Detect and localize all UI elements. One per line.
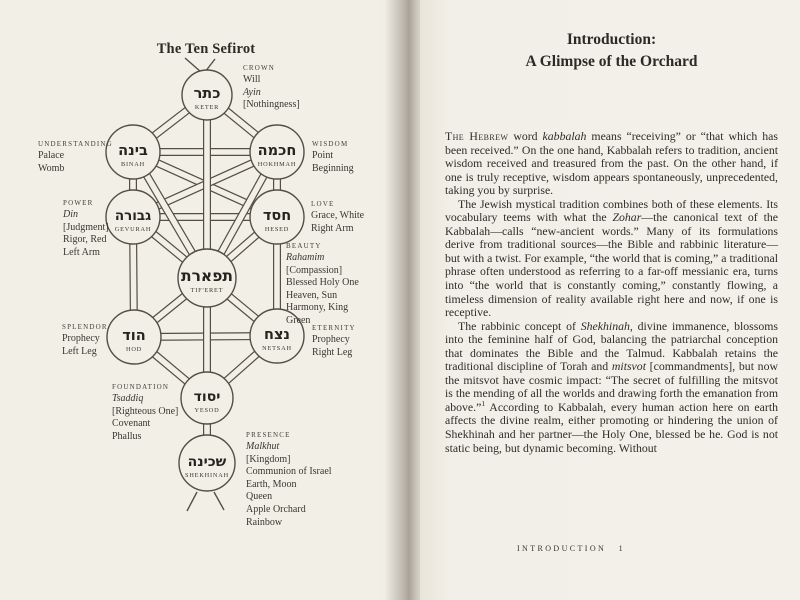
sefirah-hebrew-shekhinah: שכינה	[187, 454, 227, 470]
annotation-crown	[243, 64, 300, 112]
annotation-line: Heaven, Sun	[286, 289, 338, 301]
annotation-line: Green	[286, 314, 311, 326]
annotation-line: Blessed Holy One	[286, 277, 359, 289]
annotation-line: Grace, White	[311, 210, 365, 221]
annotation-line: Malkhut	[246, 441, 280, 452]
annotation-line: [Nothingness]	[243, 99, 300, 111]
sefirah-label-gevurah: GEVURAH	[114, 226, 152, 233]
body-paragraph	[445, 198, 778, 320]
annotation-beauty	[286, 242, 359, 328]
text-segment: Zohar	[612, 210, 642, 225]
text-segment: According to Kabbalah, every human action here on earth affects the divine realm, either promoting or hindering the union of Shekhinah and her partner—the Holy One, blessed be he. God is not static being, but dynamic becoming. Without	[445, 399, 778, 455]
annotation-heading: LOVE	[311, 200, 335, 208]
annotation-line: Queen	[246, 491, 273, 503]
annotation-heading: WISDOM	[312, 140, 349, 148]
sefirah-label-hod: HOD	[125, 346, 143, 353]
text-segment: mitsvot	[611, 359, 646, 374]
sefirah-label-hokhmah: HOKHMAH	[257, 161, 297, 168]
text-segment: , divine immanence, blossoms into the feminine half of God, balancing the patriarchal conception that dominates the Bible and the Talmud. Kabbalah retains the traditional discipline of Torah and	[445, 318, 779, 374]
annotation-line: Tsaddiq	[112, 393, 144, 404]
annotation-line: Communion of Israel	[246, 466, 332, 478]
annotation-heading: SPLENDOR	[62, 323, 108, 331]
sefirah-hebrew-keter: כתר	[193, 86, 221, 102]
annotation-line: [Kingdom]	[246, 453, 291, 465]
annotation-power	[63, 199, 109, 259]
bottom-fork-line	[214, 492, 224, 510]
running-footer	[431, 544, 711, 553]
annotation-line: Right Leg	[312, 346, 353, 358]
annotation-presence	[246, 431, 332, 529]
annotation-wisdom	[312, 140, 354, 175]
body-paragraph	[445, 130, 778, 198]
text-segment: 1	[481, 399, 486, 409]
chapter-title	[445, 29, 778, 73]
annotation-love	[311, 200, 364, 235]
annotation-line: Left Leg	[62, 345, 97, 357]
sefirah-label-shekhinah: SHEKHINAH	[185, 472, 229, 479]
annotation-line: [Compassion]	[286, 264, 343, 276]
annotation-heading: CROWN	[243, 64, 276, 72]
annotation-line: Rainbow	[246, 516, 283, 528]
sefirah-label-keter: KETER	[194, 104, 220, 111]
right-page	[420, 0, 800, 600]
footer-chapter-label: INTRODUCTION	[516, 544, 607, 553]
annotation-line: Womb	[38, 162, 65, 174]
sefirah-hebrew-hod: הוד	[122, 328, 146, 344]
annotation-heading: BEAUTY	[286, 242, 322, 250]
annotation-heading: FOUNDATION	[112, 383, 170, 391]
annotation-heading: POWER	[63, 199, 94, 207]
footer-page-number: 1	[618, 544, 626, 553]
annotation-line: [Judgment]	[63, 221, 109, 233]
sefirah-label-binah: BINAH	[121, 161, 145, 168]
sefirah-hebrew-binah: בינה	[118, 143, 148, 159]
chapter-title-line1: Introduction:	[566, 31, 657, 48]
text-segment: Shekhinah	[580, 318, 630, 333]
sefirah-hebrew-hokhmah: חכמה	[257, 143, 297, 159]
sefirah-label-yesod: YESOD	[194, 407, 220, 414]
annotation-eternity	[312, 324, 356, 359]
annotation-line: Harmony, King	[286, 302, 349, 314]
chapter-title-line2: A Glimpse of the Orchard	[525, 53, 698, 70]
annotation-line: Rigor, Red	[63, 234, 107, 246]
text-segment: kabbalah	[542, 129, 587, 143]
bottom-fork-line	[187, 492, 197, 511]
annotation-line: Palace	[38, 150, 65, 161]
annotation-understanding	[38, 140, 113, 175]
annotation-line: Will	[243, 74, 261, 85]
sefirah-hebrew-gevurah: גבורה	[114, 208, 152, 224]
body-paragraph	[445, 320, 778, 455]
annotation-heading: PRESENCE	[246, 431, 291, 439]
text-segment: The Hebrew	[445, 129, 509, 143]
annotation-line: Phallus	[112, 430, 142, 442]
chapter-body-text	[445, 130, 778, 455]
annotation-line: Rahamim	[286, 252, 325, 263]
annotation-line: Covenant	[112, 418, 151, 430]
text-segment: The rabbinic concept of	[458, 318, 581, 333]
sefirah-label-tiferet: TIF'ERET	[190, 287, 224, 294]
sefirah-hebrew-netsah: נצח	[264, 327, 290, 343]
annotation-heading: ETERNITY	[312, 324, 356, 332]
annotation-line: [Righteous One]	[112, 405, 179, 417]
top-fork-line	[185, 58, 201, 72]
sefirah-label-netsah: NETSAH	[262, 345, 292, 352]
text-segment: means “receiving” or “that which has been received.” On the one hand, Kabbalah refers to tradition, ancient wisdom received and treasured from the past. On the other hand, if one is truly receptive, wisdom appears spontaneously, unprecedented, taking you by surprise.	[445, 129, 778, 198]
annotation-line: Earth, Moon	[246, 478, 297, 490]
annotation-splendor	[62, 323, 108, 358]
annotation-line: Prophecy	[312, 334, 350, 345]
text-segment: word	[508, 129, 543, 143]
text-segment: —the canonical text of the Kabbalah—calls “new-ancient words.” Many of its formulations derive from traditional sources—the Bible and rabbinic literature—but with a twist. For example, “the world that is coming,” a traditional phrase often understood as referring to a far-off messianic era, turns into “the world that is constantly coming,” constantly flowing, a timeless dimension of reality available right here and now, if one is receptive.	[445, 210, 778, 320]
annotation-line: Din	[63, 209, 78, 220]
annotation-heading: UNDERSTANDING	[38, 140, 113, 148]
annotation-line: Right Arm	[311, 222, 354, 234]
sefirah-label-hesed: HESED	[264, 226, 290, 233]
annotation-line: Beginning	[312, 162, 354, 174]
annotation-line: Left Arm	[63, 246, 100, 258]
annotation-line: Point	[312, 150, 334, 161]
sefirah-hebrew-hesed: חסד	[262, 208, 292, 224]
annotation-foundation	[112, 383, 178, 443]
text-segment: The Jewish mystical tradition combines both of these elements. Its vocabulary teems with what the	[445, 196, 778, 225]
text-segment: [commandments], but now the mitsvot have cosmic impact: “The secret of fulfilling the mitsvot is the mending of all the worlds and drawing forth the emanation from above.”	[445, 359, 778, 414]
sefirah-hebrew-yesod: יסוד	[193, 389, 221, 405]
annotation-line: Apple Orchard	[246, 503, 306, 515]
annotation-line: Ayin	[243, 86, 261, 98]
diagram-title: The Ten Sefirot	[156, 41, 256, 57]
annotation-line: Prophecy	[62, 333, 100, 344]
sefirah-hebrew-tiferet: תפארת	[181, 267, 233, 285]
